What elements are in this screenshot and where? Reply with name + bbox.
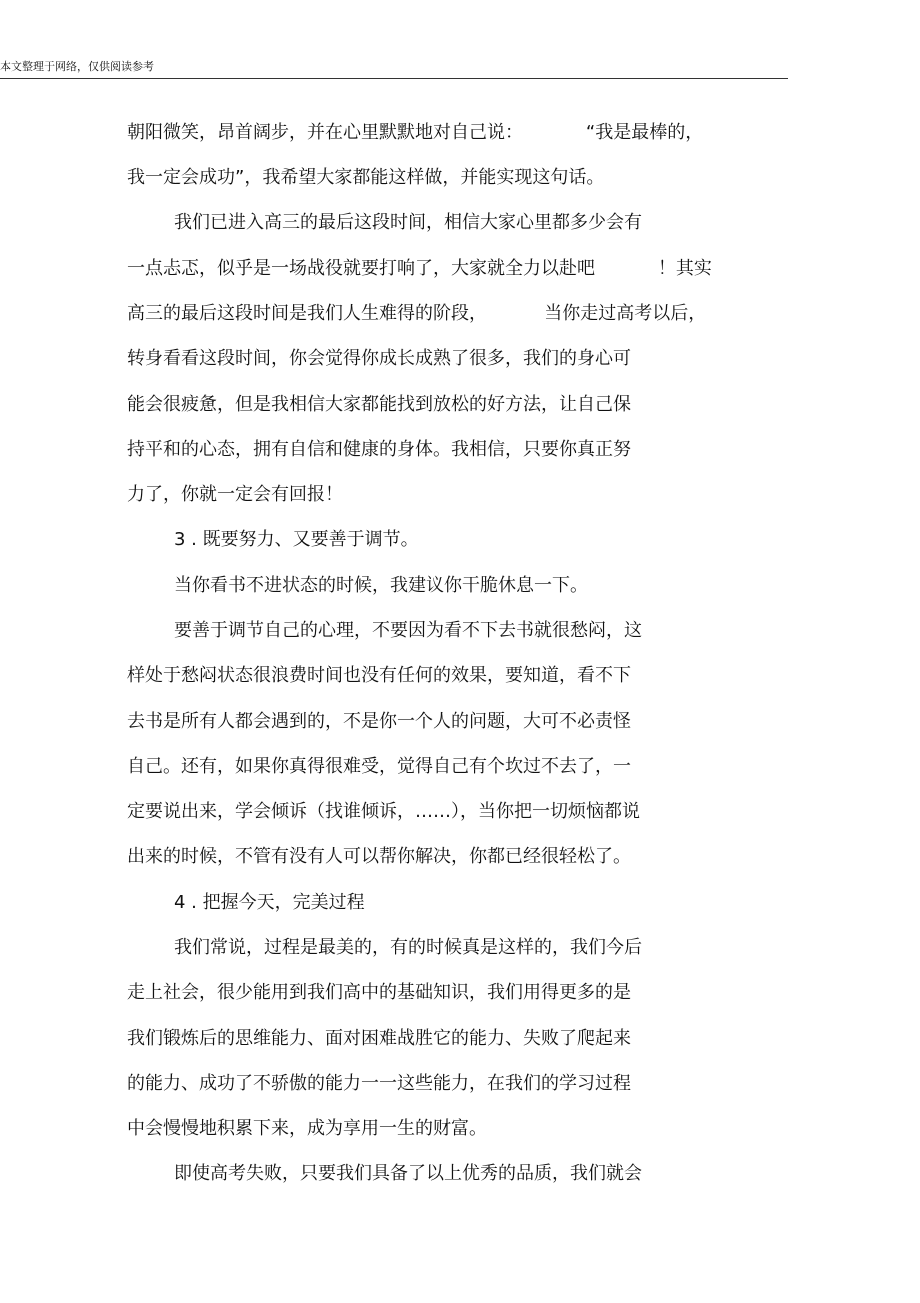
text-line: 去书是所有人都会遇到的，不是你一个人的问题，大可不必责怪 (127, 711, 631, 732)
text-line: 定要说出来，学会倾诉（找谁倾诉，……），当你把一切烦恼都说 (127, 801, 640, 822)
text-line: 中会慢慢地积累下来，成为享用一生的财富。 (127, 1118, 487, 1139)
text-line: 样处于愁闷状态很浪费时间也没有任何的效果，要知道，看不下 (127, 665, 631, 686)
text-line: 我们已进入高三的最后这段时间，相信大家心里都多少会有 (174, 212, 642, 233)
section-heading: 4 . 把握今天，完美过程 (174, 892, 365, 913)
text-line: 我一定会成功”，我希望大家都能这样做，并能实现这句话。 (127, 167, 605, 188)
text-line: 一点忐忑，似乎是一场战役就要打响了，大家就全力以赴吧 ！其实 (127, 258, 712, 279)
text-line: 自己。还有，如果你真得很难受，觉得自己有个坎过不去了，一 (127, 756, 631, 777)
text-line: 走上社会，很少能用到我们高中的基础知识，我们用得更多的是 (127, 982, 631, 1003)
text-line: 出来的时候，不管有没有人可以帮你解决，你都已经很轻松了。 (127, 846, 631, 867)
text-line: 转身看看这段时间，你会觉得你成长成熟了很多，我们的身心可 (127, 348, 631, 369)
text-line: 能会很疲惫，但是我相信大家都能找到放松的好方法，让自己保 (127, 394, 631, 415)
page-header-note: 本文整理于网络，仅供阅读参考 (0, 60, 154, 73)
text-line: 即使高考失败，只要我们具备了以上优秀的品质，我们就会 (174, 1163, 642, 1184)
text-line: 我们锻炼后的思维能力、面对困难战胜它的能力、失败了爬起来 (127, 1028, 631, 1049)
text-line: 当你看书不进状态的时候，我建议你干脆休息一下。 (174, 575, 588, 596)
text-line: 朝阳微笑，昂首阔步，并在心里默默地对自己说： “我是最棒的， (127, 122, 704, 143)
text-line: 的能力、成功了不骄傲的能力一一这些能力，在我们的学习过程 (127, 1073, 631, 1094)
text-line: 我们常说，过程是最美的，有的时候真是这样的，我们今后 (174, 937, 642, 958)
text-line: 要善于调节自己的心理，不要因为看不下去书就很愁闷，这 (174, 620, 642, 641)
text-line: 力了，你就一定会有回报！ (127, 484, 343, 505)
text-line: 高三的最后这段时间是我们人生难得的阶段， 当你走过高考以后， (127, 303, 707, 324)
text-line: 持平和的心态，拥有自信和健康的身体。我相信，只要你真正努 (127, 439, 631, 460)
section-heading: 3 . 既要努力、又要善于调节。 (174, 529, 419, 550)
header-divider (0, 78, 788, 79)
